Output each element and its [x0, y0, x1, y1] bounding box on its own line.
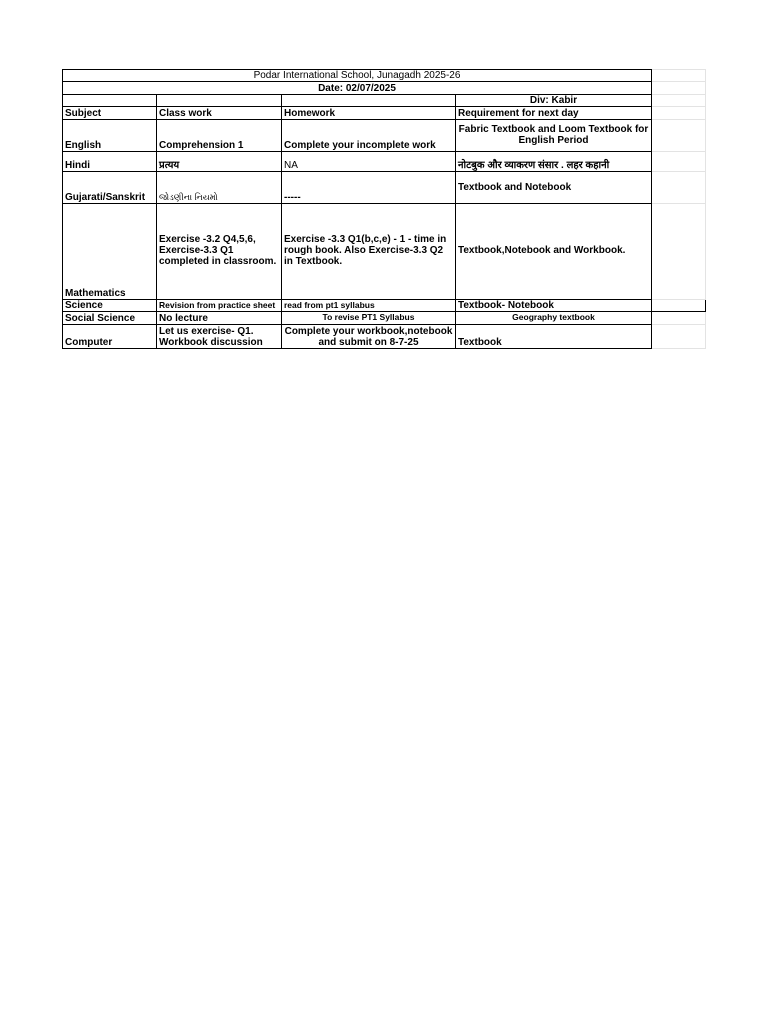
column-header-requirement: Requirement for next day [456, 107, 652, 120]
classwork-cell: Revision from practice sheet [157, 300, 282, 312]
homework-cell: ----- [282, 172, 456, 204]
requirement-cell: Textbook- Notebook [456, 300, 652, 312]
table-row [63, 172, 706, 204]
table-row [63, 312, 706, 325]
subject-cell: Mathematics [63, 204, 157, 300]
homework-cell: NA [282, 152, 456, 172]
column-header-classwork: Class work [157, 107, 282, 120]
requirement-cell: नोटबुक और व्याकरण संसार . लहर कहानी [456, 152, 652, 172]
table-row [63, 120, 706, 152]
column-header-homework: Homework [282, 107, 456, 120]
table-row [63, 325, 706, 349]
date-row [63, 82, 706, 95]
division-label: Div: Kabir [456, 95, 652, 107]
date-label: Date: 02/07/2025 [63, 82, 652, 95]
classwork-cell: Comprehension 1 [157, 120, 282, 152]
homework-cell: To revise PT1 Syllabus [282, 312, 456, 325]
homework-cell: Exercise -3.3 Q1(b,c,e) - 1 - time in rough book. Also Exercise-3.3 Q2 in Textbook. [282, 204, 456, 300]
subject-cell: Hindi [63, 152, 157, 172]
division-row [63, 95, 706, 107]
classwork-cell: Exercise -3.2 Q4,5,6, Exercise-3.3 Q1 completed in classroom. [157, 204, 282, 300]
classwork-cell: Let us exercise- Q1. Workbook discussion [157, 325, 282, 349]
subject-cell: Social Science [63, 312, 157, 325]
requirement-cell: Geography textbook [456, 312, 652, 325]
school-title: Podar International School, Junagadh 2025-26 [63, 70, 652, 82]
requirement-cell: Fabric Textbook and Loom Textbook for English Period [456, 120, 652, 152]
classwork-cell: જોડણીના નિયમો [157, 172, 282, 204]
subject-cell: Gujarati/Sanskrit [63, 172, 157, 204]
subject-cell: Computer [63, 325, 157, 349]
homework-cell: Complete your incomplete work [282, 120, 456, 152]
requirement-cell: Textbook [456, 325, 652, 349]
table-row [63, 152, 706, 172]
column-header-row [63, 107, 706, 120]
classwork-cell: प्रत्यय [157, 152, 282, 172]
subject-cell: Science [63, 300, 157, 312]
homework-cell: Complete your workbook,notebook and submit on 8-7-25 [282, 325, 456, 349]
homework-table [62, 69, 706, 349]
column-header-subject: Subject [63, 107, 157, 120]
table-row [63, 300, 706, 312]
classwork-cell: No lecture [157, 312, 282, 325]
subject-cell: English [63, 120, 157, 152]
homework-cell: read from pt1 syllabus [282, 300, 456, 312]
school-row [63, 70, 706, 82]
requirement-cell: Textbook,Notebook and Workbook. [456, 204, 652, 300]
table-row [63, 204, 706, 300]
requirement-cell: Textbook and Notebook [456, 172, 652, 204]
